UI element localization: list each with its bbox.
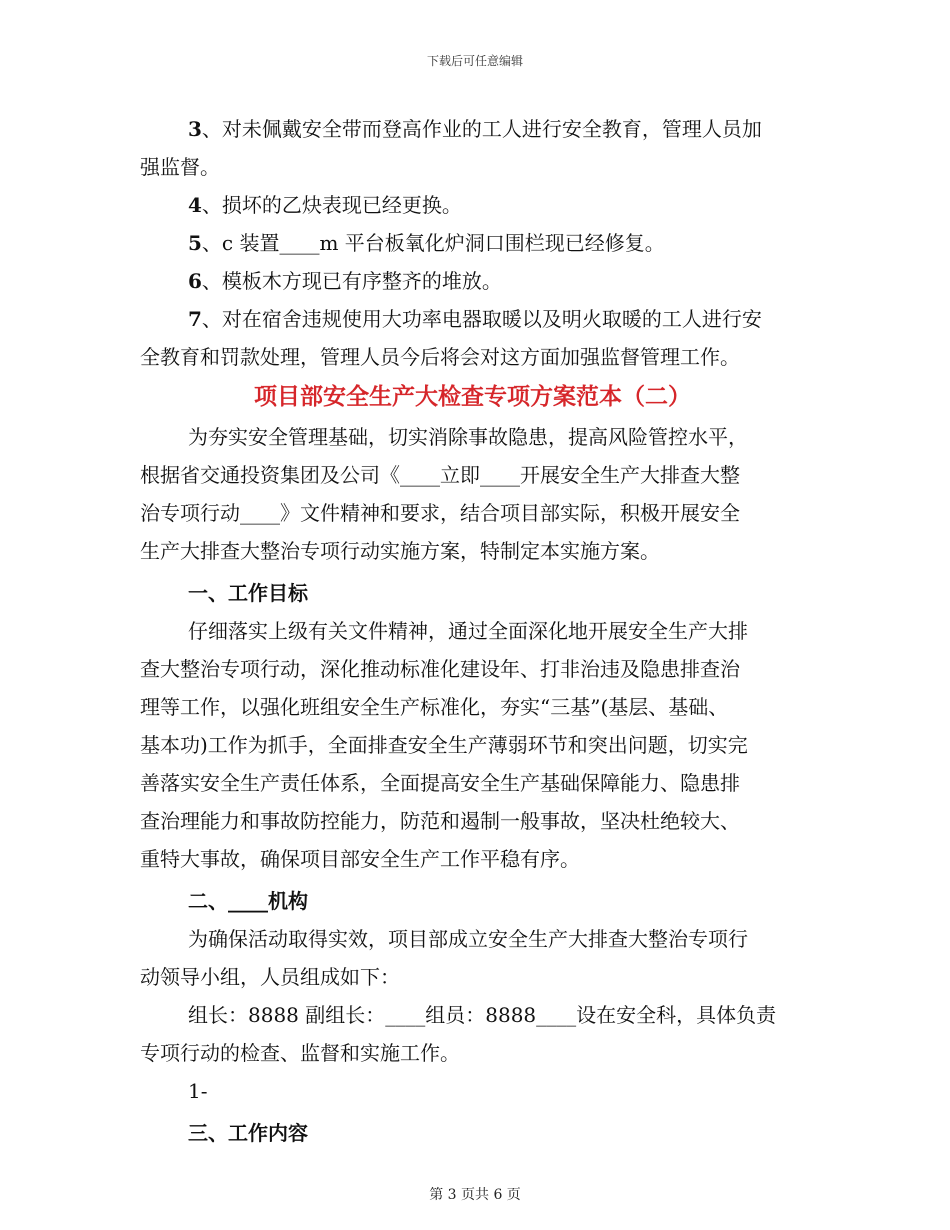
list-item-line bbox=[140, 262, 805, 300]
page-marker: 1- bbox=[188, 1079, 208, 1103]
item-text: 、对在宿舍违规使用大功率电器取暖以及明火取暖的工人进行安 bbox=[201, 307, 762, 331]
paragraph-line: 重特大事故，确保项目部安全生产工作平稳有序。 bbox=[140, 847, 580, 871]
item-number: 4 bbox=[188, 193, 202, 217]
item-number: 3 bbox=[188, 117, 202, 141]
list-item-line bbox=[140, 110, 805, 148]
paragraph-line: 基本功)工作为抓手，全面排查安全生产薄弱环节和突出问题，切实完 bbox=[140, 733, 748, 757]
paragraph-line: 查治理能力和事故防控能力，防范和遏制一般事故，坚决杜绝较大、 bbox=[140, 809, 740, 833]
list-item-line: 全教育和罚款处理，管理人员今后将会对这方面加强监督管理工作。 bbox=[140, 345, 740, 369]
document-title: 项目部安全生产大检查专项方案范本（二） bbox=[254, 383, 691, 410]
item-number: 7 bbox=[188, 307, 202, 331]
paragraph-line: 为确保活动取得实效，项目部成立安全生产大排查大整治专项行 bbox=[188, 927, 748, 951]
paragraph-line: 理等工作，以强化班组安全生产标准化，夯实“三基”(基层、基础、 bbox=[140, 695, 729, 719]
section-heading: 一、工作目标 bbox=[188, 581, 308, 605]
paragraph-line: 专项行动的检查、监督和实施工作。 bbox=[140, 1041, 460, 1065]
list-item-line: 强监督。 bbox=[140, 155, 220, 179]
item-number: 5 bbox=[188, 231, 202, 255]
paragraph-line: 动领导小组，人员组成如下： bbox=[140, 965, 400, 989]
paragraph-line: 根据省交通投资集团及公司《____立即____开展安全生产大排查大整 bbox=[140, 463, 740, 487]
item-text: 、损坏的乙炔表现已经更换。 bbox=[201, 193, 462, 217]
paragraph-line: 查大整治专项行动，深化推动标准化建设年、打非治违及隐患排查治 bbox=[140, 657, 740, 681]
list-item-line bbox=[140, 186, 805, 224]
document-body bbox=[140, 110, 805, 1152]
paragraph-line: 为夯实安全管理基础，切实消除事故隐患，提高风险管控水平， bbox=[188, 425, 748, 449]
section-heading: 二、____机构 bbox=[188, 889, 308, 913]
paragraph-line: 治专项行动____》文件精神和要求，结合项目部实际，积极开展安全 bbox=[140, 501, 740, 525]
list-item-line bbox=[140, 224, 805, 262]
page-header: 下载后可任意编辑 bbox=[426, 54, 523, 68]
list-item-line bbox=[140, 300, 805, 338]
item-text: 、对未佩戴安全带而登高作业的工人进行安全教育，管理人员加 bbox=[201, 117, 762, 141]
item-text: 、模板木方现已有序整齐的堆放。 bbox=[201, 269, 502, 293]
paragraph-line: 生产大排查大整治专项行动实施方案，特制定本实施方案。 bbox=[140, 539, 660, 563]
paragraph-line: 善落实安全生产责任体系，全面提高安全生产基础保障能力、隐患排 bbox=[140, 771, 740, 795]
paragraph-line: 组长：8888 副组长：____组员：8888____设在安全科，具体负责 bbox=[188, 1003, 777, 1027]
item-text: 、c 装置____m 平台板氧化炉洞口围栏现已经修复。 bbox=[201, 231, 665, 255]
item-number: 6 bbox=[188, 269, 202, 293]
page-footer: 第 3 页共 6 页 bbox=[429, 1187, 521, 1203]
paragraph-line: 仔细落实上级有关文件精神，通过全面深化地开展安全生产大排 bbox=[188, 619, 748, 643]
section-heading: 三、工作内容 bbox=[188, 1121, 308, 1145]
